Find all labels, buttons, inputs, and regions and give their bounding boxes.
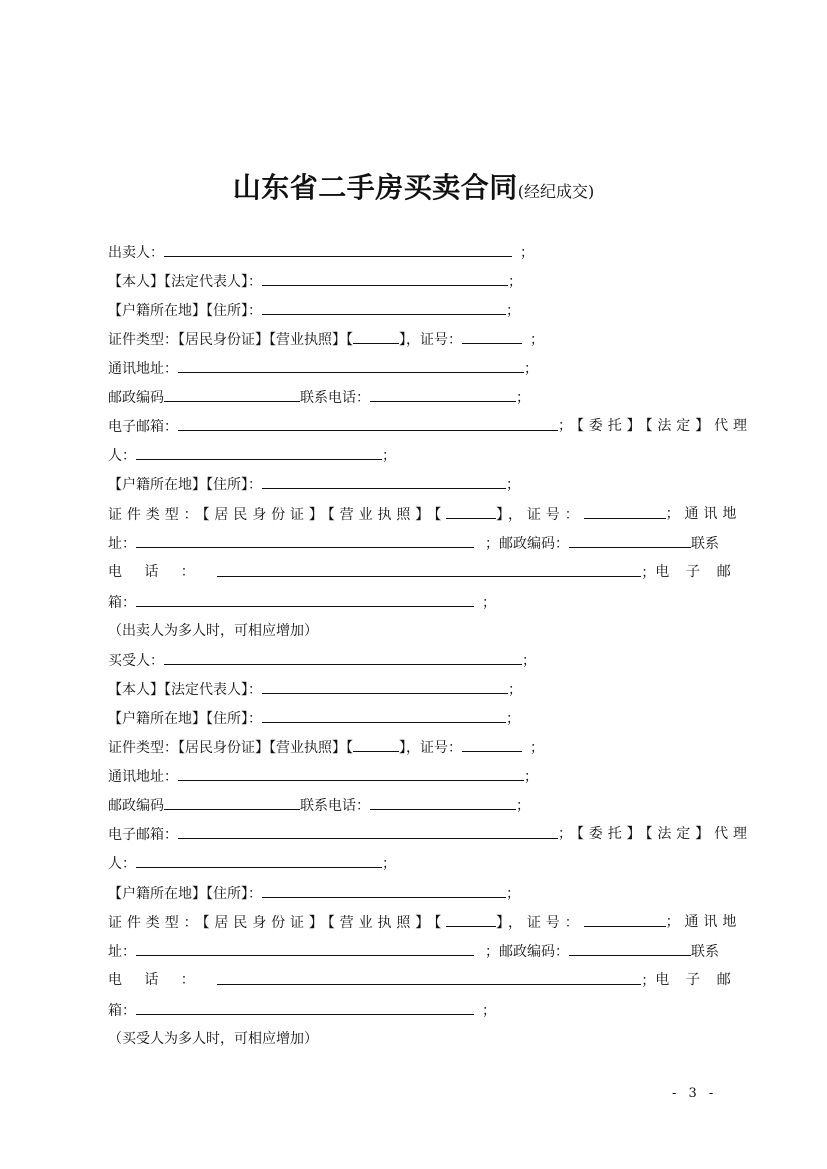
buyer-agent-id-number-blank[interactable] — [584, 912, 666, 927]
seller-agent-id-line: 证件类型：【居民身份证】【营业执照】【 】，证号： ；通讯地 — [108, 506, 742, 523]
seller-domicile-line: 【户籍所在地】【住所】： ； — [108, 300, 520, 320]
buyer-phone-blank[interactable] — [370, 795, 516, 810]
buyer-agent-email-line: 箱： ； — [108, 1000, 496, 1020]
buyer-agent-id-type-blank[interactable] — [446, 912, 496, 927]
buyer-agent-address-line: 址： ；邮政编码： 联系 — [108, 941, 719, 961]
contract-subtitle: (经纪成交) — [517, 182, 595, 201]
seller-agent-address-blank[interactable] — [136, 533, 474, 548]
seller-note: （出卖人为多人时，可相应增加） — [108, 623, 318, 639]
seller-representative-line: 【本人】【法定代表人】： ； — [108, 271, 522, 291]
seller-agent-phone-line: 电话： ； 电子邮 — [108, 564, 748, 581]
seller-email-blank[interactable] — [178, 416, 558, 431]
seller-agent-blank[interactable] — [136, 445, 382, 460]
buyer-domicile-blank[interactable] — [262, 708, 506, 723]
seller-domicile-blank[interactable] — [262, 300, 506, 315]
page-number: - 3 - — [672, 1086, 718, 1101]
seller-agent-line: 人： ； — [108, 445, 396, 465]
seller-name-blank[interactable] — [164, 242, 512, 257]
buyer-postcode-phone-line: 邮政编码 联系电话： ； — [108, 795, 530, 815]
buyer-agent-id-line: 证件类型：【居民身份证】【营业执照】【 】，证号： ；通讯地 — [108, 914, 742, 931]
buyer-agent-address-blank[interactable] — [136, 941, 474, 956]
seller-address-blank[interactable] — [178, 358, 524, 373]
buyer-agent-line: 人： ； — [108, 853, 396, 873]
buyer-email-line: 电子邮箱： ；【委托】【法定】代理 — [108, 826, 752, 843]
seller-id-line: 证件类型：【居民身份证】【营业执照】【 】，证号： ； — [108, 329, 544, 349]
seller-phone-blank[interactable] — [370, 387, 516, 402]
contract-title: 山东省二手房买卖合同 — [232, 171, 518, 204]
seller-agent-postcode-blank[interactable] — [569, 533, 691, 548]
seller-agent-phone-blank[interactable] — [217, 562, 641, 577]
seller-agent-id-number-blank[interactable] — [584, 504, 666, 519]
seller-id-number-blank[interactable] — [462, 329, 522, 344]
seller-address-line: 通讯地址： ； — [108, 358, 538, 378]
buyer-name-blank[interactable] — [164, 650, 522, 665]
buyer-agent-email-blank[interactable] — [136, 1000, 474, 1015]
buyer-id-type-blank[interactable] — [353, 737, 399, 752]
seller-agent-email-blank[interactable] — [136, 592, 474, 607]
buyer-representative-line: 【本人】【法定代表人】： ； — [108, 679, 522, 699]
seller-name-line: 出卖人： ； — [108, 242, 534, 262]
buyer-email-blank[interactable] — [178, 824, 558, 839]
seller-agent-id-type-blank[interactable] — [446, 504, 496, 519]
buyer-id-number-blank[interactable] — [462, 737, 522, 752]
buyer-agent-phone-blank[interactable] — [217, 970, 641, 985]
buyer-agent-domicile-line: 【户籍所在地】【住所】： ； — [108, 883, 520, 903]
seller-postcode-phone-line: 邮政编码 联系电话： ； — [108, 387, 530, 407]
buyer-id-line: 证件类型：【居民身份证】【营业执照】【 】，证号： ； — [108, 737, 544, 757]
document-title — [0, 166, 827, 206]
seller-agent-domicile-blank[interactable] — [262, 474, 506, 489]
buyer-postcode-blank[interactable] — [164, 795, 300, 810]
buyer-name-line: 买受人： ； — [108, 650, 536, 670]
seller-email-line: 电子邮箱： ；【委托】【法定】代理 — [108, 418, 752, 435]
seller-agent-address-line: 址： ；邮政编码： 联系 — [108, 533, 719, 553]
buyer-agent-phone-line: 电话： ； 电子邮 — [108, 972, 748, 989]
buyer-address-line: 通讯地址： ； — [108, 766, 538, 786]
seller-agent-domicile-line: 【户籍所在地】【住所】： ； — [108, 474, 520, 494]
buyer-agent-domicile-blank[interactable] — [262, 883, 506, 898]
seller-postcode-blank[interactable] — [164, 387, 300, 402]
buyer-address-blank[interactable] — [178, 766, 524, 781]
seller-agent-email-line: 箱： ； — [108, 592, 496, 612]
buyer-agent-blank[interactable] — [136, 853, 382, 868]
buyer-note: （买受人为多人时，可相应增加） — [108, 1031, 318, 1047]
buyer-agent-postcode-blank[interactable] — [569, 941, 691, 956]
buyer-domicile-line: 【户籍所在地】【住所】： ； — [108, 708, 520, 728]
buyer-representative-blank[interactable] — [262, 679, 508, 694]
seller-id-type-blank[interactable] — [353, 329, 399, 344]
seller-representative-blank[interactable] — [262, 271, 508, 286]
